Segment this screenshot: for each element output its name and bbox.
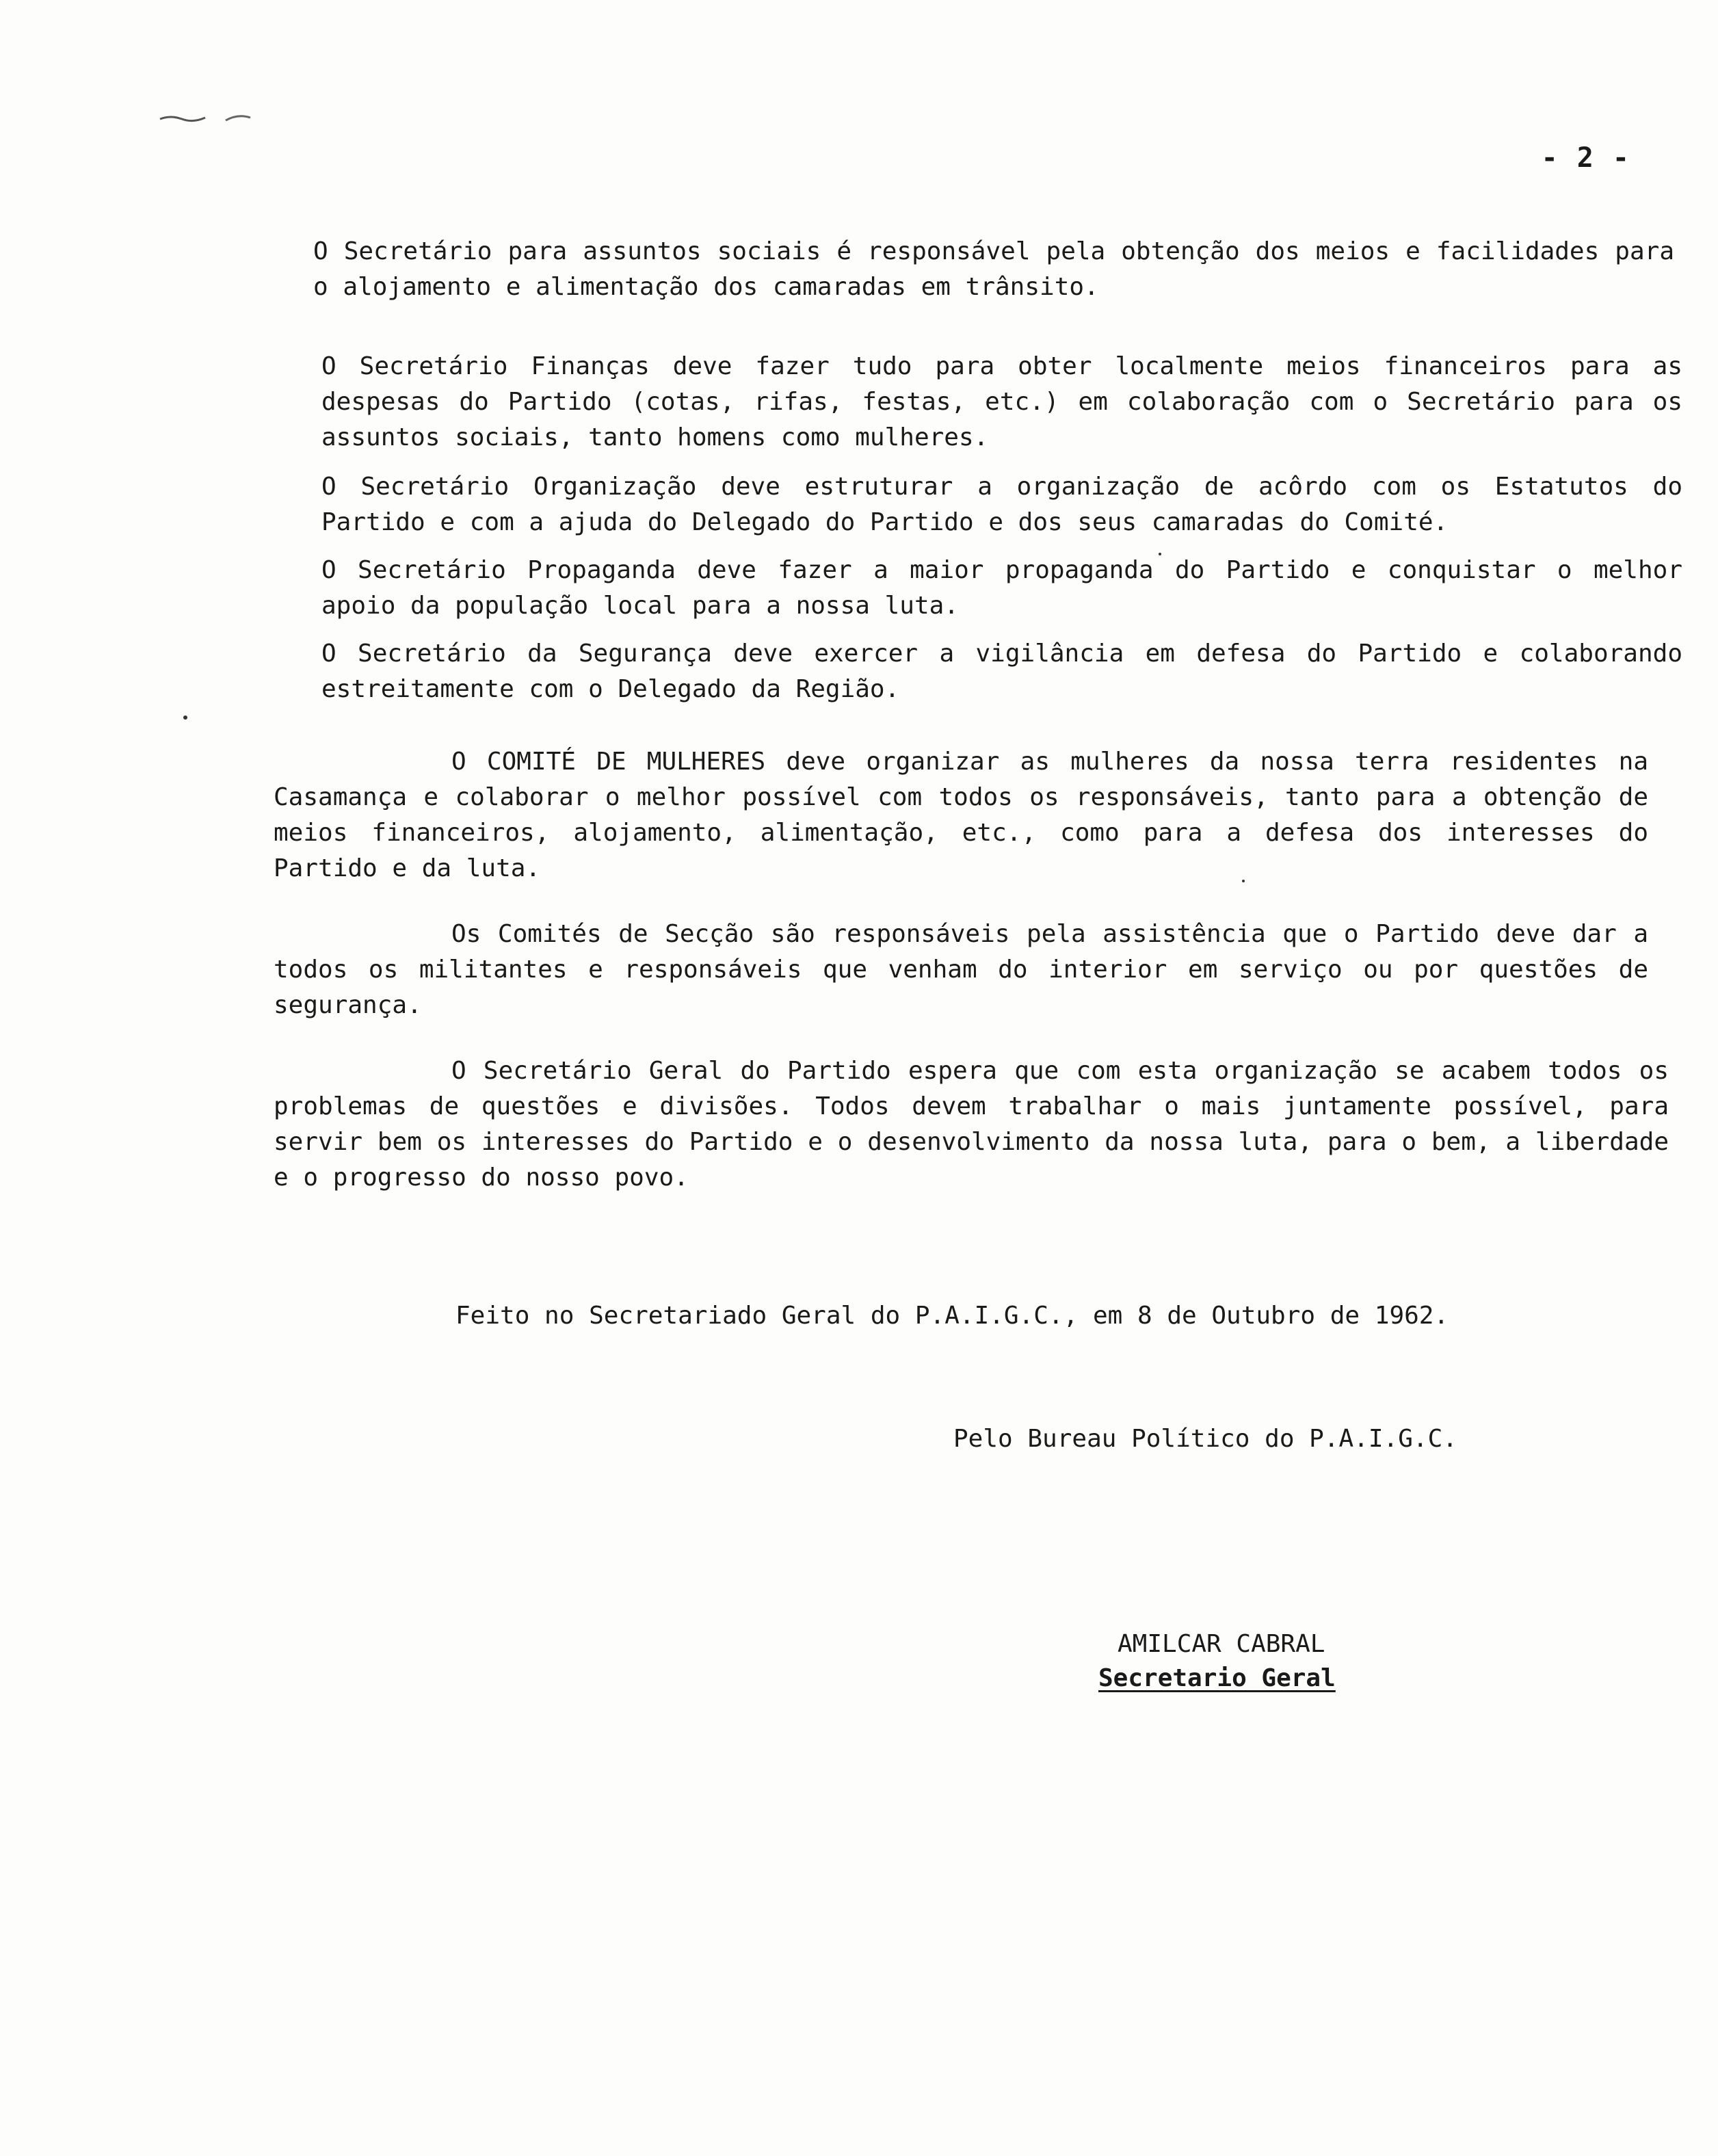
page-number: - 2 - bbox=[1541, 142, 1630, 174]
signatory-name: AMILCAR CABRAL bbox=[1118, 1630, 1325, 1658]
paragraph-womens-committee: O COMITÉ DE MULHERES deve organizar as mulheres da nossa terra residentes na Casamança e colaborar o melhor possível com todos os responsáveis, tanto para a obtenção de meios financeiros, alojamento, alimentação, etc., como para a defesa dos interesses do Partido e da luta. bbox=[274, 748, 1648, 882]
paragraph-finance-secretary: O Secretário Finanças deve fazer tudo para obter localmente meios financeiros para as despesas do Partido (cotas, rifas, festas, etc.) em colaboração com o Secretário para os assuntos sociais, tanto homens como mulheres. bbox=[321, 352, 1682, 451]
paragraph-secretary-general: O Secretário Geral do Partido espera que com esta organização se acabem todos os problemas de questões e divisões. Todos devem trabalhar o mais juntamente possível, para servir bem os interesses do Partido e o desenvolvimento da nossa luta, para o bem, a liberdade e o progresso do nosso povo. bbox=[274, 1057, 1669, 1192]
scan-speck bbox=[183, 715, 187, 720]
signed-for-line: Pelo Bureau Político do P.A.I.G.C. bbox=[953, 1425, 1457, 1453]
date-line: Feito no Secretariado Geral do P.A.I.G.C., em 8 de Outubro de 1962. bbox=[455, 1302, 1449, 1330]
paragraph-section-committees: Os Comités de Secção são responsáveis pela assistência que o Partido deve dar a todos os militantes e responsáveis que venham do interior em serviço ou por questões de segurança. bbox=[274, 920, 1648, 1019]
paragraph-propaganda-secretary: O Secretário Propaganda deve fazer a maior propaganda do Partido e conquistar o melhor apoio da população local para a nossa luta. bbox=[321, 556, 1682, 620]
paragraph-organization-secretary: O Secretário Organização deve estruturar a organização de acôrdo com os Estatutos do Partido e com a ajuda do Delegado do Partido e dos seus camaradas do Comité. bbox=[321, 473, 1682, 536]
scan-artifact-mark bbox=[157, 109, 267, 126]
paragraph-security-secretary: O Secretário da Segurança deve exercer a vigilância em defesa do Partido e colaborando estreitamente com o Delegado da Região. bbox=[321, 640, 1682, 703]
signatory-title: Secretario Geral bbox=[1098, 1664, 1336, 1692]
paragraph-social-affairs-secretary: O Secretário para assuntos sociais é responsável pela obtenção dos meios e facilidades para o alojamento e alimentação dos camaradas em trânsito. bbox=[313, 237, 1674, 301]
